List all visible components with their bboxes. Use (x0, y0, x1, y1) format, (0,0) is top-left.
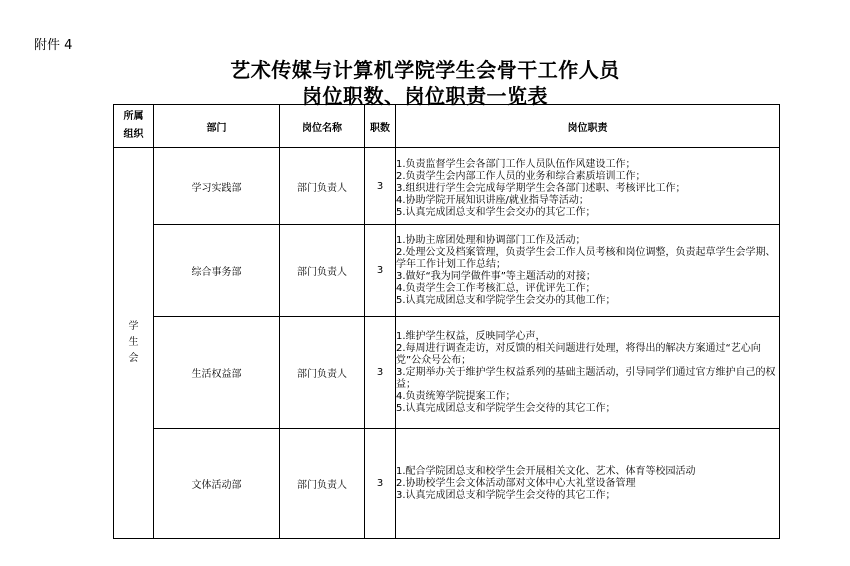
duty-item: 4.协助学院开展知识讲座/就业指导等活动； (396, 195, 589, 206)
table-row (114, 148, 780, 225)
duties-cell (396, 148, 780, 225)
document-title-line-2: 岗位职数、岗位职责一览表 (302, 84, 548, 108)
position-cell: 部门负责人 (280, 148, 365, 225)
duty-item: 4.负责统筹学院提案工作； (396, 390, 516, 402)
position-cell: 部门负责人 (280, 317, 365, 429)
duties-cell (396, 429, 780, 539)
duty-item: 1.协助主席团处理和协调部门工作及活动； (396, 234, 586, 246)
org-cell (114, 148, 154, 539)
duty-item: 2.每周进行调查走访，对反馈的相关问题进行处理，将得出的解决方案通过“艺心向党”公众号公布； (396, 342, 761, 366)
dept-cell: 学习实践部 (154, 148, 280, 225)
position-cell: 部门负责人 (280, 225, 365, 317)
duty-item: 1.维护学生权益，反映同学心声， (396, 330, 546, 342)
header-org-line-2: 组织 (123, 129, 144, 140)
table-row (114, 317, 780, 429)
duty-item: 2.处理公文及档案管理，负责学生会工作人员考核和岗位调整，负责起草学生会学期、学年工作计划工作总结； (396, 246, 776, 270)
count-cell: 3 (365, 225, 396, 317)
count-cell: 3 (365, 148, 396, 225)
position-cell: 部门负责人 (280, 429, 365, 539)
dept-cell: 综合事务部 (154, 225, 280, 317)
duties-cell (396, 225, 780, 317)
table-row (114, 225, 780, 317)
count-cell: 3 (365, 429, 396, 539)
header-org-line-1: 所属 (123, 111, 144, 122)
count-cell: 3 (365, 317, 396, 429)
duty-item: 3.组织进行学生会完成每学期学生会各部门述职、考核评比工作； (396, 183, 686, 194)
duty-item: 4.负责学生会工作考核汇总，评优评先工作； (396, 282, 596, 294)
positions-table (113, 104, 780, 539)
duty-item: 3.定期举办关于维护学生权益系列的基础主题活动，引导同学们通过官方维护自己的权益； (396, 366, 776, 390)
duties-cell (396, 317, 780, 429)
dept-cell: 文体活动部 (154, 429, 280, 539)
table-row (114, 429, 780, 539)
header-org (114, 105, 154, 148)
annex-label: 附件 4 (34, 38, 73, 53)
duty-item: 2.协助校学生会文体活动部对文体中心大礼堂设备管理 (396, 477, 636, 489)
org-name-char: 学 (128, 321, 139, 332)
duty-item: 5.认真完成团总支和学院学生会交办的其他工作； (396, 294, 616, 306)
duty-item: 3.做好“我为同学做件事”等主题活动的对接； (396, 270, 596, 282)
duty-item: 3.认真完成团总支和学院学生会交待的其它工作； (396, 489, 616, 501)
org-name-char: 会 (128, 353, 139, 364)
org-name-char: 生 (128, 337, 139, 348)
header-count: 职数 (365, 105, 396, 148)
header-position: 岗位名称 (280, 105, 365, 148)
org-name (128, 319, 140, 367)
duty-item: 5.认真完成团总支和学生会交办的其它工作； (396, 207, 596, 218)
header-row (114, 105, 780, 148)
duty-item: 5.认真完成团总支和学院学生会交待的其它工作； (396, 402, 616, 414)
header-dept: 部门 (154, 105, 280, 148)
duty-item: 2.负责学生会内部工作人员的业务和综合素质培训工作； (396, 171, 646, 182)
duty-item: 1.负责监督学生会各部门工作人员队伍作风建设工作； (396, 159, 636, 170)
document-title-line-1: 艺术传媒与计算机学院学生会骨干工作人员 (230, 58, 620, 82)
header-duties: 岗位职责 (396, 105, 780, 148)
duty-item: 1.配合学院团总支和校学生会开展相关文化、艺术、体育等校园活动 (396, 465, 696, 477)
dept-cell: 生活权益部 (154, 317, 280, 429)
